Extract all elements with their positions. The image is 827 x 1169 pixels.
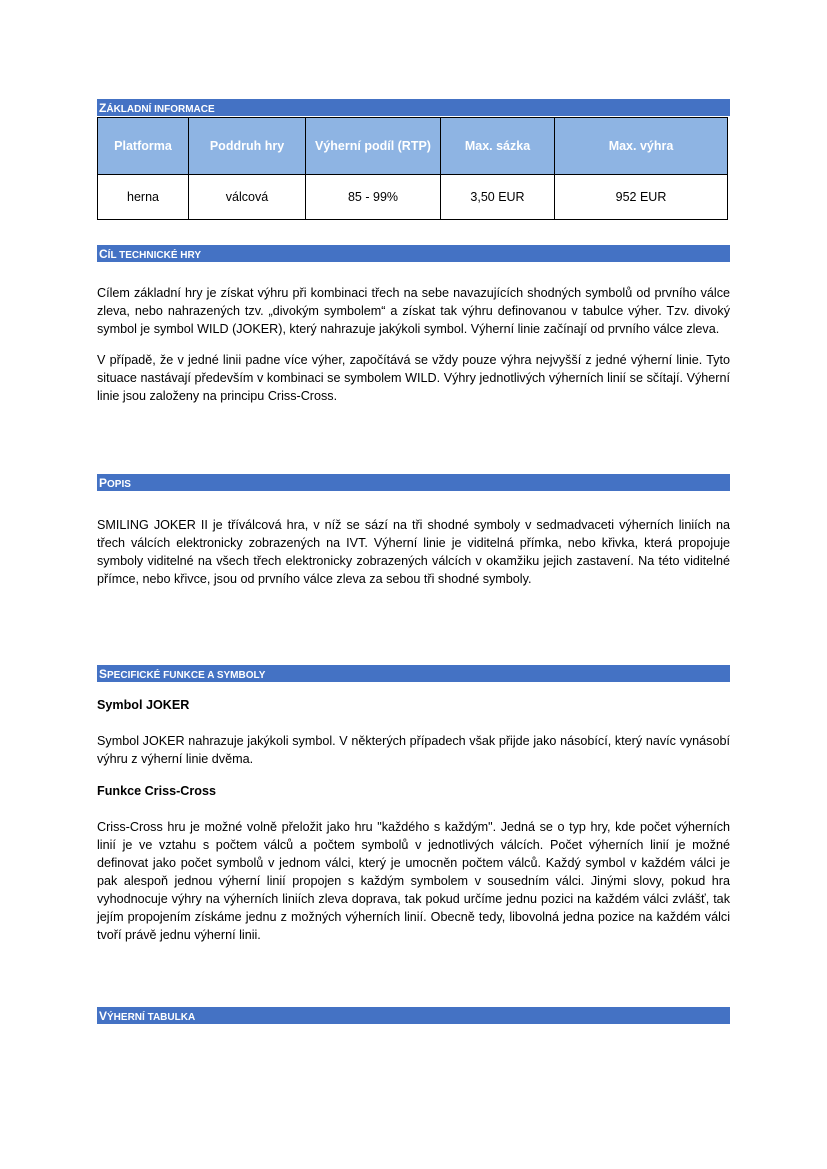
basic-info-table [97, 117, 728, 220]
paragraph: Symbol JOKER nahrazuje jakýkoli symbol. V některých případech však přijde jako násobící, který navíc vynásobí výhru z výherní linie dvěma. [97, 734, 730, 766]
paragraph: Cílem základní hry je získat výhru při kombinaci třech na sebe navazujících shodných symbolů od prvního válce zleva, nebo nahrazených tzv. „divokým symbolem“ a získat tak výhru definovanou v tabulce výher. Tzv. divoký symbol je symbol WILD (JOKER), který nahrazuje jakýkoli symbol. Výherní linie začínají od prvního válce zleva. [97, 286, 730, 336]
section-header-basic-info: ZÁKLADNÍ INFORMACE [97, 99, 730, 116]
paragraph: V případě, že v jedné linii padne více výher, započítává se vždy pouze výhra nejvyšší z jedné výherní linie. Tyto situace nastávají především v kombinaci se symbolem WILD. Výhry jednotlivých výherních linií se sčítají. Výherní linie jsou založeny na principu Criss-Cross. [97, 353, 730, 403]
section-header-description: POPIS [97, 474, 730, 491]
table-row [98, 175, 728, 220]
table-header: Max. výhra [555, 118, 728, 175]
description-text [97, 516, 730, 588]
subheading-criss-cross: Funkce Criss-Cross [97, 784, 216, 798]
table-cell: 952 EUR [555, 175, 728, 220]
subheading-joker: Symbol JOKER [97, 698, 190, 712]
table-cell: 3,50 EUR [441, 175, 555, 220]
table-cell: válcová [189, 175, 306, 220]
paragraph: SMILING JOKER II je tříválcová hra, v níž se sází na tři shodné symboly v sedmadvaceti výherních liniích na třech válcích elektronicky zobrazených na IVT. Výherní linie je viditelná přímka, nebo křivka, která propojuje symboly viditelné na všech třech elektronicky zobrazených válcích v okamžiku jejich zastavení. Na této viditelné přímce, nebo křivce, jsou od prvního válce zleva za sebou tři shodné symboly. [97, 518, 730, 586]
section-header-features: SPECIFICKÉ FUNKCE A SYMBOLY [97, 665, 730, 682]
table-cell: herna [98, 175, 189, 220]
table-cell: 85 - 99% [306, 175, 441, 220]
table-header: Max. sázka [441, 118, 555, 175]
section-header-goal: CÍL TECHNICKÉ HRY [97, 245, 730, 262]
paragraph: Criss-Cross hru je možné volně přeložit jako hru "každého s každým". Jedná se o typ hry, kde počet výherních linií je ve vztahu s počtem válců a počtem symbolů v jednotlivých válcích. Počet výherních linií je možné definovat jako počet symbolů v jednom válci, který je umocněn počtem válců. Každý symbol v každém válci je pak alespoň jednou výherní linií propojen s každým symbolem v sousedním válci. Jinými slovy, pokud hra vyhodnocuje výhry na výherních liniích zleva doprava, tak pokud určíme jednu pozici na každém válci zvlášť, tak jejím propojením získáme jednu z možných výherních linií. Obecně tedy, libovolná jedna pozice na každém válci tvoří právě jednu výherní linii. [97, 820, 730, 942]
goal-text [97, 284, 730, 405]
table-header: Výherní podíl (RTP) [306, 118, 441, 175]
table-header: Platforma [98, 118, 189, 175]
table-header-row [98, 118, 728, 175]
section-header-paytable: VÝHERNÍ TABULKA [97, 1007, 730, 1024]
table-header: Poddruh hry [189, 118, 306, 175]
features-text [97, 696, 730, 944]
